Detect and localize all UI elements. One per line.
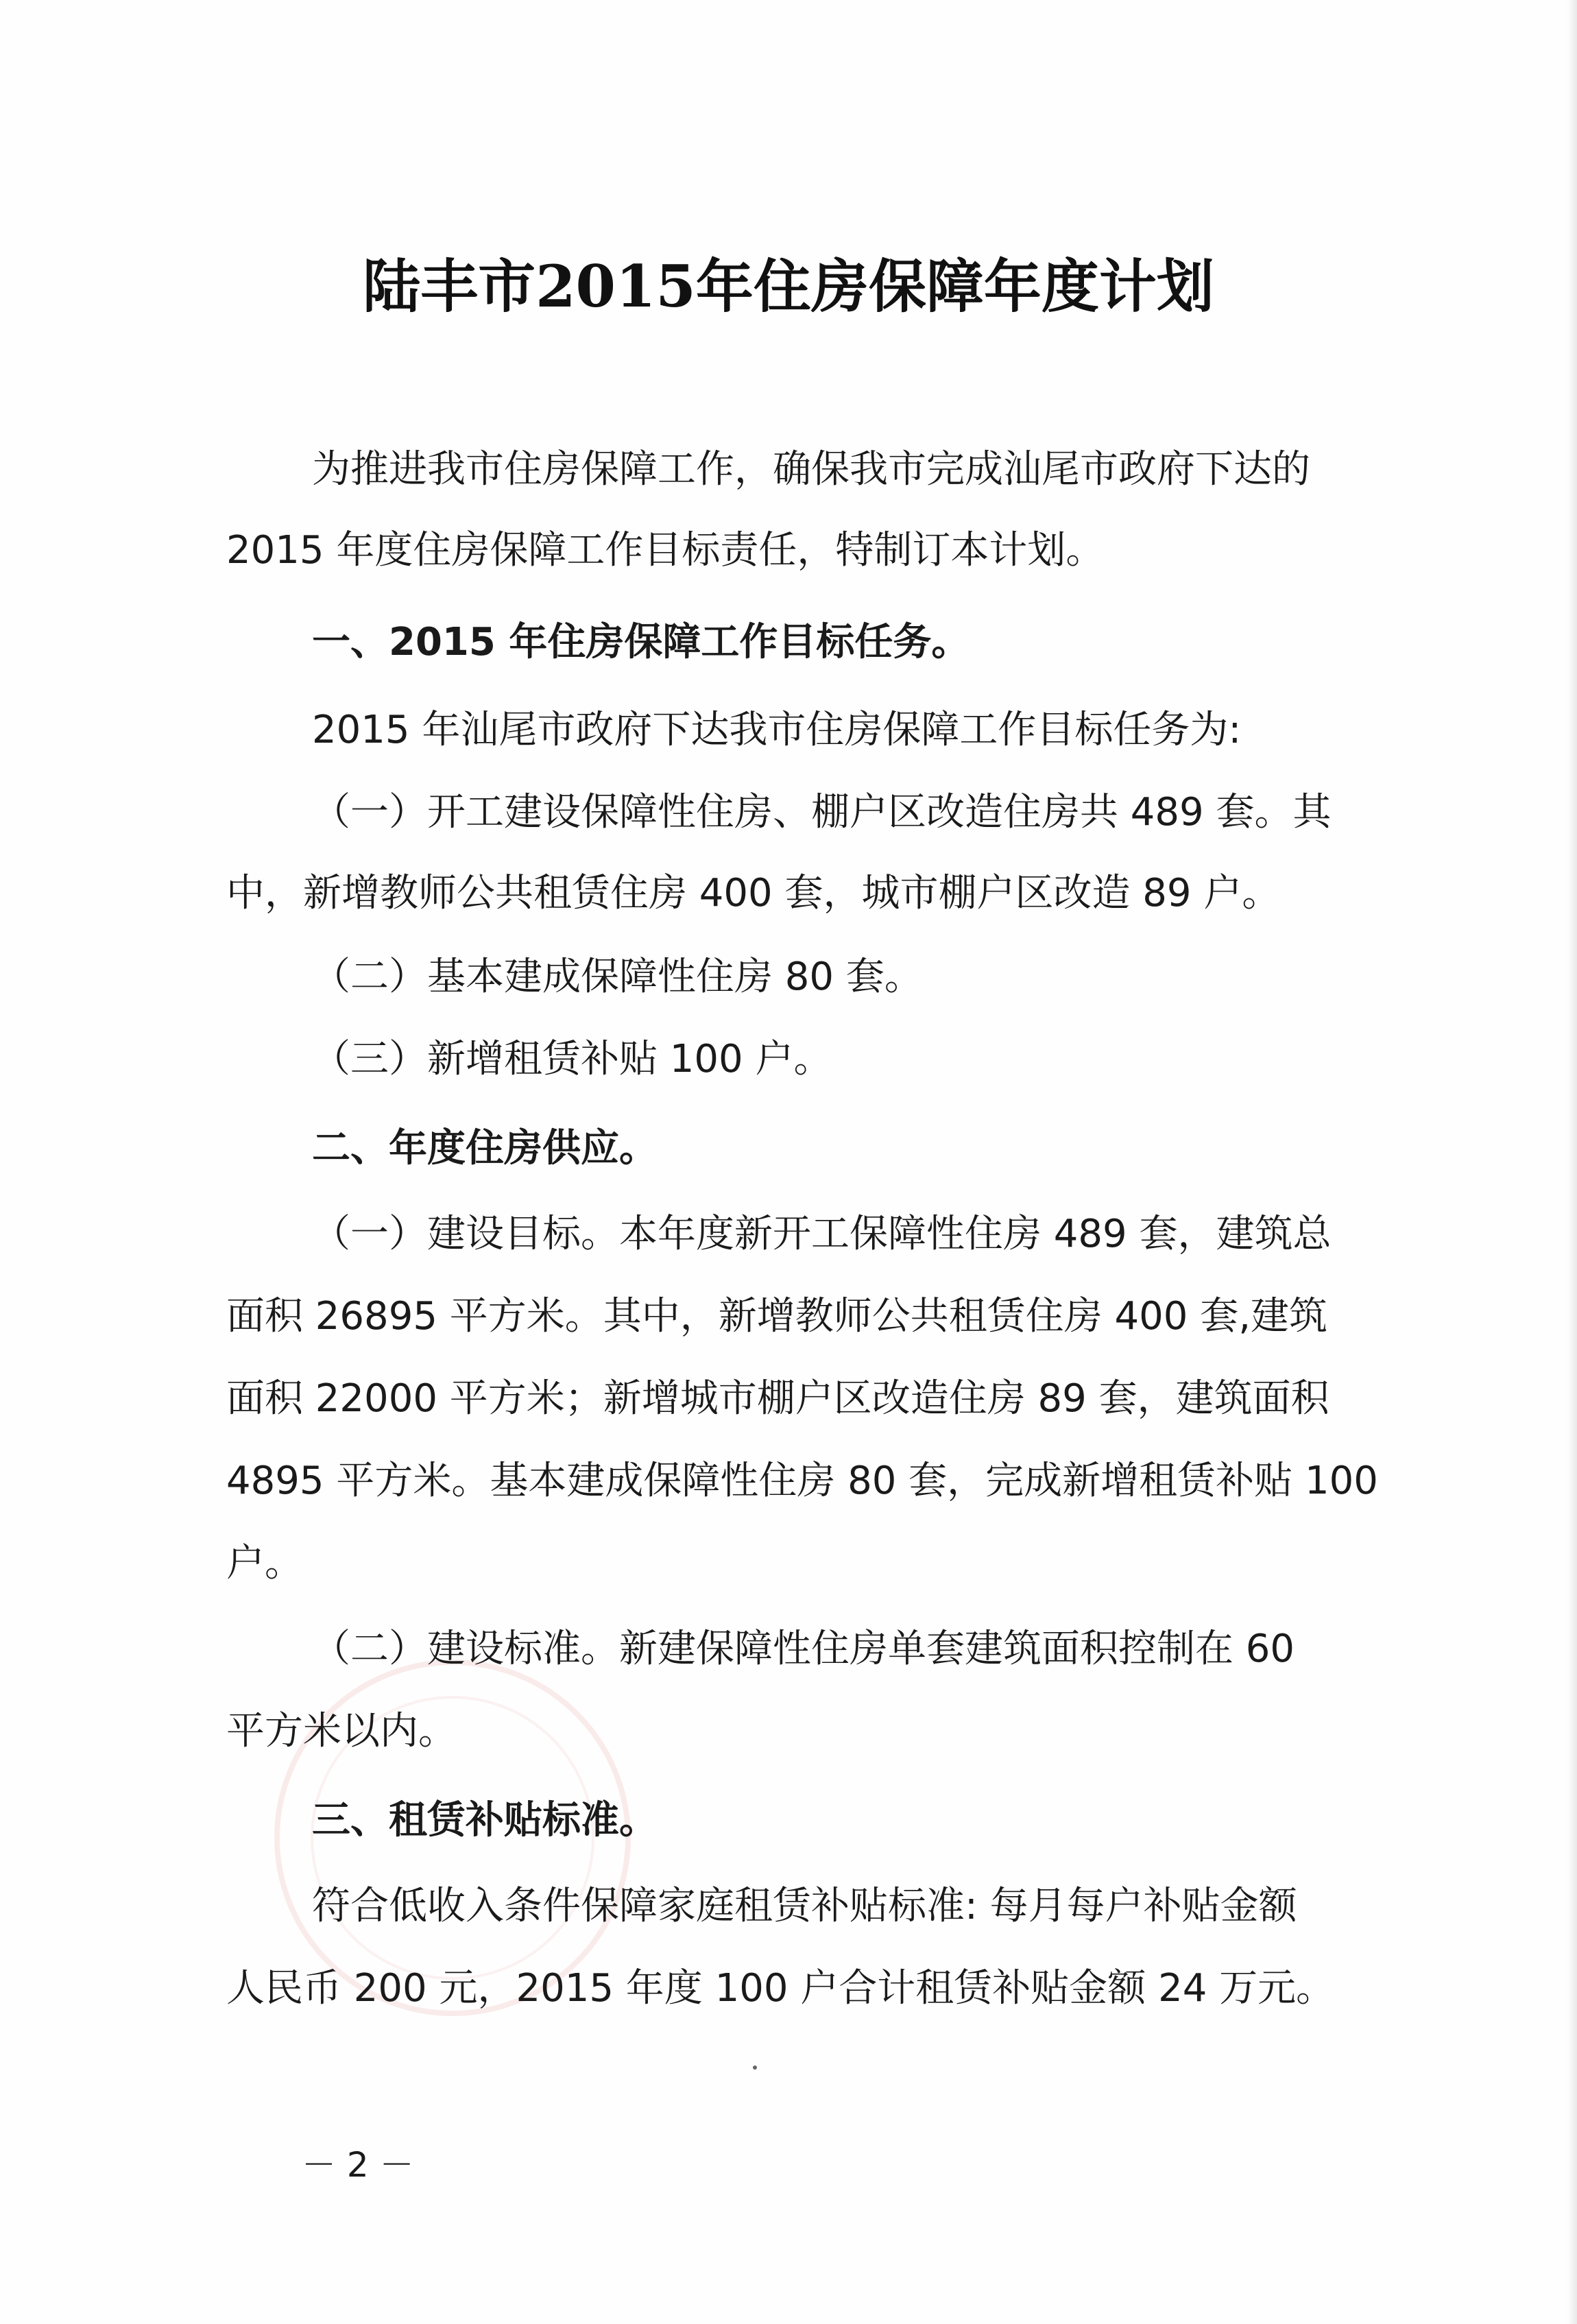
heading-section-2: 二、年度住房供应。 <box>312 1126 658 1171</box>
paragraph-line-15: （二）建设标准。新建保障性住房单套建筑面积控制在 60 <box>312 1627 1295 1671</box>
paragraph-line-6: 中，新增教师公共租赁住房 400 套，城市棚户区改造 89 户。 <box>226 871 1281 915</box>
paragraph-line-14: 户。 <box>226 1541 303 1585</box>
paragraph-line-8: （三）新增租赁补贴 100 户。 <box>312 1037 832 1081</box>
paragraph-line-2: 2015 年度住房保障工作目标责任，特制订本计划。 <box>226 528 1105 573</box>
paragraph-line-10: （一）建设目标。本年度新开工保障性住房 489 套，建筑总 <box>312 1212 1332 1256</box>
document-title: 陆丰市2015年住房保障年度计划 <box>363 252 1214 320</box>
page-number: － 2 － <box>302 2145 414 2185</box>
paragraph-line-13: 4895 平方米。基本建成保障性住房 80 套，完成新增租赁补贴 100 <box>226 1459 1378 1503</box>
heading-section-3: 三、租赁补贴标准。 <box>312 1798 658 1843</box>
paragraph-line-4: 2015 年汕尾市政府下达我市住房保障工作目标任务为: <box>312 708 1242 752</box>
paragraph-line-16: 平方米以内。 <box>226 1709 457 1753</box>
paragraph-line-12: 面积 22000 平方米；新增城市棚户区改造住房 89 套，建筑面积 <box>226 1376 1329 1421</box>
paragraph-line-19: 人民币 200 元，2015 年度 100 户合计租赁补贴金额 24 万元。 <box>226 1966 1335 2011</box>
paragraph-line-5: （一）开工建设保障性住房、棚户区改造住房共 489 套。其 <box>312 790 1332 835</box>
scan-speck <box>753 2065 757 2070</box>
heading-section-1: 一、2015 年住房保障工作目标任务。 <box>312 620 970 664</box>
paragraph-line-11: 面积 26895 平方米。其中，新增教师公共租赁住房 400 套,建筑 <box>226 1294 1328 1339</box>
scan-edge <box>1567 0 1577 2324</box>
paragraph-line-7: （二）基本建成保障性住房 80 套。 <box>312 955 923 999</box>
paragraph-line-18: 符合低收入条件保障家庭租赁补贴标准: 每月每户补贴金额 <box>312 1884 1297 1928</box>
paragraph-line-1: 为推进我市住房保障工作，确保我市完成汕尾市政府下达的 <box>312 447 1310 492</box>
